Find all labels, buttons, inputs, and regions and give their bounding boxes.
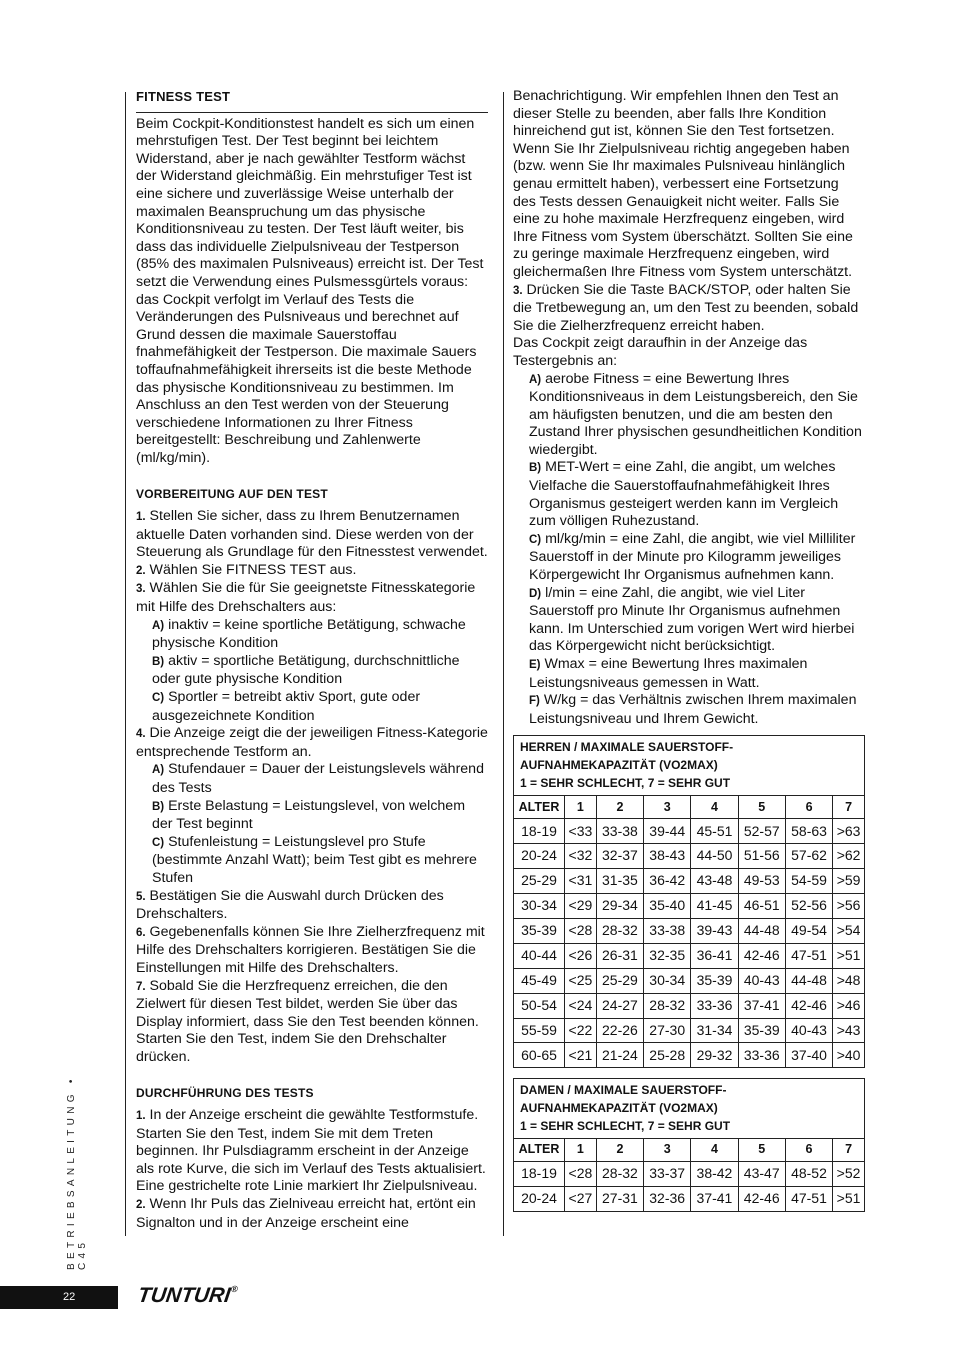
table-cell: 22-26 — [596, 1018, 643, 1043]
table-cell: 32-37 — [596, 844, 643, 869]
table-header-cell: 7 — [833, 796, 865, 819]
table-cell: 47-51 — [785, 943, 832, 968]
table-cell: <25 — [565, 968, 597, 993]
table-cell: 32-36 — [644, 1187, 691, 1212]
table-header-cell: 3 — [644, 1139, 691, 1162]
table-cell: 31-35 — [596, 869, 643, 894]
table-cell: 51-56 — [738, 844, 785, 869]
table-cell: 44-48 — [785, 968, 832, 993]
table-cell: 30-34 — [514, 894, 565, 919]
step-3a: A) inaktiv = keine sportliche Betätigung, schwache physische Kondition — [152, 616, 466, 652]
table-cell: >56 — [833, 894, 865, 919]
table-cell: >51 — [833, 1187, 865, 1212]
result-f: F) W/kg = das Verhältnis zwischen Ihrem maximalen Leistungsniveau und Ihrem Gewicht. — [529, 692, 857, 727]
table-header-cell: 6 — [785, 1139, 832, 1162]
table-cell: 29-32 — [691, 1043, 738, 1068]
step-6: 6. Gegebenenfalls können Sie Ihre Zielherzfrequenz mit Hilfe des Drehschalters korrigieren. Bestätigen Sie die Einstellungen mit Hilfe des Drehschalters. — [136, 923, 485, 976]
table-header-cell: 3 — [644, 796, 691, 819]
section-heading-fitness-test: FITNESS TEST — [136, 89, 231, 104]
subheading-preparation: VORBEREITUNG AUF DEN TEST — [136, 487, 328, 502]
step-4c: C) Stufenleistung = Leistungslevel pro Stufe (bestimmte Anzahl Watt); beim Test gibt es mehrere Stufen — [152, 833, 477, 886]
table-cell: 44-48 — [738, 918, 785, 943]
result-intro: Das Cockpit zeigt daraufhin in der Anzeige das Testergebnis an: — [513, 335, 808, 369]
table-header-cell: ALTER — [514, 796, 565, 819]
table-header-cell: 1 — [565, 1139, 597, 1162]
table-header-cell: 4 — [691, 796, 738, 819]
table-cell: 30-34 — [644, 968, 691, 993]
table-header-row — [514, 796, 865, 819]
table-row — [514, 993, 865, 1018]
table-cell: 48-52 — [785, 1162, 832, 1187]
right-column-rule — [503, 92, 504, 1236]
table-cell: >63 — [833, 819, 865, 844]
table-cell: 43-47 — [738, 1162, 785, 1187]
table-header-cell: 5 — [738, 796, 785, 819]
table-cell: 33-38 — [644, 918, 691, 943]
table-cell: 32-35 — [644, 943, 691, 968]
table-header-cell: 1 — [565, 796, 597, 819]
result-d: D) l/min = eine Zahl, die angibt, wie viel Liter Sauerstoff pro Minute Ihr Organismus aufnehmen kann. Im Unterschied zum vorigen Wert wird hierbei das Körpergewicht nicht berücksichtigt. — [529, 584, 855, 655]
table-cell: 35-40 — [644, 894, 691, 919]
table-cell: <28 — [565, 918, 597, 943]
table-cell: 29-34 — [596, 894, 643, 919]
result-a: A) aerobe Fitness = eine Bewertung Ihres Konditionsniveaus in dem Leistungsbereich, den Sie am häufigsten benutzen, und die am besten den Zustand Ihrer physischen gesundheitlichen Kondition wiedergibt. — [529, 370, 862, 458]
table-row — [514, 844, 865, 869]
table-cell: 28-32 — [596, 1162, 643, 1187]
table-cell: 37-41 — [691, 1187, 738, 1212]
side-running-title: BETRIEBSANLEITUNG • C45 — [66, 1075, 88, 1270]
step-4a: A) Stufendauer = Dauer der Leistungslevels während des Tests — [152, 761, 484, 796]
table-header-cell: 4 — [691, 1139, 738, 1162]
table-cell: 52-56 — [785, 894, 832, 919]
tunturi-logo: TUNTURI® — [136, 1284, 239, 1307]
table-cell: 20-24 — [514, 844, 565, 869]
table-cell: 40-43 — [785, 1018, 832, 1043]
table-cell: 41-45 — [691, 894, 738, 919]
table-header-cell: 2 — [596, 796, 643, 819]
table-header-cell: 5 — [738, 1139, 785, 1162]
table-cell: <32 — [565, 844, 597, 869]
table-cell: <33 — [565, 819, 597, 844]
result-c: C) ml/kg/min = eine Zahl, die angibt, wie viel Milliliter Sauerstoff in der Minute pro Kilogramm jeweiliges — [529, 530, 856, 566]
table-cell: >52 — [833, 1162, 865, 1187]
table-cell: <29 — [565, 894, 597, 919]
step-3b: B) aktiv = sportliche Betätigung, durchschnittliche oder gute physische Kondition — [152, 652, 460, 688]
table-cell: 50-54 — [514, 993, 565, 1018]
continuation-paragraph: Benachrichtigung. Wir empfehlen Ihnen den Test an dieser Stelle zu beenden, aber falls Ihre Kondition hinreichend gut ist, können Sie den Test fortsetzen. Wenn Sie Ihr Zielpulsniveau richtig angegeben haben (bzw. wenn Sie Ihr maximales Pulsniveau hinlänglich genau ermittelt haben), verbessert eine Fortsetzung des Tests dessen Genauigkeit nicht weiter. Falls Sie eine zu hohe maximale Herzfrequenz eingeben, wird Ihre Fitness vom System überschätzt. Sollten Sie eine zu geringe maximale Herzfrequenz eingeben, wird gleichermaßen Ihre Fitness vom System unterschätzt. — [513, 88, 853, 280]
exec-step-1: 1. In der Anzeige erscheint die gewählte Testformstufe. Starten Sie den Test, indem Sie mit dem Treten beginnen. Ihr Pulsdiagramm erscheint in der Anzeige als rote Kurve, die sich im Verlauf des Tests aktualisiert. Eine gestrichelte rote Linie markiert Ihr Zielpulsniveau. — [136, 1107, 486, 1195]
table-cell: 47-51 — [785, 1187, 832, 1212]
table-cell: <28 — [565, 1162, 597, 1187]
table-cell: 33-38 — [596, 819, 643, 844]
step-3c: C) Sportler = betreibt aktiv Sport, gute oder ausgezeichnete Kondition — [152, 689, 421, 724]
table-row — [514, 894, 865, 919]
table-cell: 26-31 — [596, 943, 643, 968]
table-cell: 49-53 — [738, 869, 785, 894]
table-cell: 31-34 — [691, 1018, 738, 1043]
table-cell: 18-19 — [514, 819, 565, 844]
table-cell: 45-49 — [514, 968, 565, 993]
table-cell: <31 — [565, 869, 597, 894]
table-cell: 24-27 — [596, 993, 643, 1018]
intro-paragraph: Beim Cockpit-Konditionstest handelt es sich um einen mehrstufigen Test. Der Test beginnt bei leichtem Widerstand, aber je nach gewählter Testform wächst der Widerstand gleichmäßig. Ein mehrstufiger Test ist eine sichere und zuverlässige Weise unterhalb der maximalen Beanspruchung um das physische Konditionsniveau zu testen. Der Test läuft weiter, bis dass das individuelle Zielpulsniveau der Testperson (85% des maximalen Pulsniveaus) erreicht ist. Der Test setzt die Verwendung eines Pulsmessgürtels voraus: das Cockpit verfolgt im Verlauf des Tests die Veränderungen des Pulsniveaus und berechnet auf Grund dessen die maximale Sauerstoffau fnahmefähigkeit der Testperson. Die maximale Sauers toffaufnahmefähigkeit ihrerseits ist die beste Methode das physische Konditionsniveau zu bestimmen. Im Anschluss an den Test werden von der Steuerung verschiedene Informationen zu Ihrer Fitness bereitgestellt: Beschreibung und Zahlenwerte (ml/kg/min). — [136, 115, 484, 466]
table-cell: 40-44 — [514, 943, 565, 968]
table-row — [514, 918, 865, 943]
step-3: 3. Wählen Sie die für Sie geeignetste Fitnesskategorie mit Hilfe des Drehschalters aus: — [136, 580, 476, 616]
table-cell: 33-37 — [644, 1162, 691, 1187]
table-cell: 36-42 — [644, 869, 691, 894]
table-caption: HERREN / MAXIMALE SAUERSTOFF- AUFNAHMEKAPAZITÄT (VO2MAX) 1 = SEHR SCHLECHT, 7 = SEHR GUT — [514, 736, 865, 796]
step-4b: B) Erste Belastung = Leistungslevel, von welchem der Test beginnt — [152, 797, 466, 833]
exec-step-3: 3. Drücken Sie die Taste BACK/STOP, oder halten Sie die Tretbewegung an, um den Test zu beenden, sobald Sie die Zielherzfrequenz erreicht haben. — [513, 281, 859, 334]
table-cell: 54-59 — [785, 869, 832, 894]
table-cell: 35-39 — [514, 918, 565, 943]
table-header-cell: ALTER — [514, 1139, 565, 1162]
table-cell: <21 — [565, 1043, 597, 1068]
table-header-row — [514, 1139, 865, 1162]
table-row — [514, 943, 865, 968]
table-cell: 58-63 — [785, 819, 832, 844]
table-cell: 18-19 — [514, 1162, 565, 1187]
table-cell: 28-32 — [596, 918, 643, 943]
table-header-cell: 7 — [833, 1139, 865, 1162]
table-cell: <22 — [565, 1018, 597, 1043]
vo2max-table-men — [513, 735, 865, 1068]
step-7: 7. Sobald Sie die Herzfrequenz erreichen, die den Zielwert für diesen Test bildet, werden Sie über das Display informiert, dass Sie den Test beenden können. Starten Sie den Test, indem Sie den Drehschalter drücken. — [136, 977, 479, 1065]
table-cell: 35-39 — [738, 1018, 785, 1043]
result-b: B) MET-Wert = eine Zahl, die angibt, um welches Vielfache die Sauerstoffaufnahmefähigkeit Ihres Organismus gesteigert werden kann im Vergleich zum völligen Ruhezustand. — [529, 459, 839, 530]
step-1: 1. Stellen Sie sicher, dass zu Ihrem Benutzernamen aktuelle Daten vorhanden sind. Diese werden von der Steuerung als Grundlage für den Fitnesstest verwendet. — [136, 508, 488, 561]
table-cell: 46-51 — [738, 894, 785, 919]
right-column — [513, 88, 865, 1212]
table-row — [514, 869, 865, 894]
table-caption: DAMEN / MAXIMALE SAUERSTOFF- AUFNAHMEKAPAZITÄT (VO2MAX) 1 = SEHR SCHLECHT, 7 = SEHR GUT — [514, 1079, 865, 1139]
table-cell: >59 — [833, 869, 865, 894]
table-cell: 33-36 — [691, 993, 738, 1018]
table-cell: 35-39 — [691, 968, 738, 993]
table-cell: 43-48 — [691, 869, 738, 894]
result-e: E) Wmax = eine Bewertung Ihres maximalen Leistungsniveaus gemessen in Watt. — [529, 656, 808, 691]
table-cell: 38-42 — [691, 1162, 738, 1187]
table-cell: >62 — [833, 844, 865, 869]
result-c-cont: Körpergewicht Ihr Organismus aufnehmen kann. — [529, 567, 835, 584]
table-cell: <24 — [565, 993, 597, 1018]
vo2max-table-women — [513, 1078, 865, 1212]
left-column — [136, 88, 488, 1232]
step-2: 2. Wählen Sie FITNESS TEST aus. — [136, 561, 357, 578]
table-cell: >46 — [833, 993, 865, 1018]
table-cell: <26 — [565, 943, 597, 968]
table-row — [514, 819, 865, 844]
left-column-rule — [125, 92, 126, 1236]
table-cell: 37-40 — [785, 1043, 832, 1068]
table-cell: 25-28 — [644, 1043, 691, 1068]
table-cell: >54 — [833, 918, 865, 943]
table-cell: 27-30 — [644, 1018, 691, 1043]
page-number: 22 — [63, 1291, 76, 1303]
table-row — [514, 1162, 865, 1187]
table-cell: 36-41 — [691, 943, 738, 968]
table-cell: 49-54 — [785, 918, 832, 943]
table-cell: 55-59 — [514, 1018, 565, 1043]
table-cell: 42-46 — [738, 943, 785, 968]
table-cell: 42-46 — [785, 993, 832, 1018]
table-header-cell: 6 — [785, 796, 832, 819]
table-cell: >48 — [833, 968, 865, 993]
table-row — [514, 1018, 865, 1043]
table-cell: 25-29 — [514, 869, 565, 894]
table-cell: 52-57 — [738, 819, 785, 844]
table-cell: 39-44 — [644, 819, 691, 844]
table-cell: 60-65 — [514, 1043, 565, 1068]
table-row — [514, 1187, 865, 1212]
table-cell: 20-24 — [514, 1187, 565, 1212]
table-row — [514, 968, 865, 993]
table-row — [514, 1043, 865, 1068]
heading-divider — [136, 112, 488, 113]
subheading-execution: DURCHFÜHRUNG DES TESTS — [136, 1086, 314, 1101]
exec-step-2: 2. Wenn Ihr Puls das Zielniveau erreicht hat, ertönt ein Signalton und in der Anzeige erscheint eine — [136, 1196, 476, 1231]
table-cell: >51 — [833, 943, 865, 968]
table-cell: 38-43 — [644, 844, 691, 869]
table-cell: 37-41 — [738, 993, 785, 1018]
table-cell: 44-50 — [691, 844, 738, 869]
table-cell: 45-51 — [691, 819, 738, 844]
table-cell: >40 — [833, 1043, 865, 1068]
table-cell: 39-43 — [691, 918, 738, 943]
page-number-box — [0, 1286, 118, 1309]
table-cell: 25-29 — [596, 968, 643, 993]
table-cell: >43 — [833, 1018, 865, 1043]
step-4: 4. Die Anzeige zeigt die der jeweiligen Fitness-Kategorie entsprechende Testform an. — [136, 725, 488, 760]
table-cell: 27-31 — [596, 1187, 643, 1212]
table-cell: 42-46 — [738, 1187, 785, 1212]
table-cell: 57-62 — [785, 844, 832, 869]
table-cell: 33-36 — [738, 1043, 785, 1068]
table-cell: 28-32 — [644, 993, 691, 1018]
table-cell: <27 — [565, 1187, 597, 1212]
table-cell: 40-43 — [738, 968, 785, 993]
table-cell: 21-24 — [596, 1043, 643, 1068]
step-5: 5. Bestätigen Sie die Auswahl durch Drücken des Drehschalters. — [136, 887, 444, 923]
table-header-cell: 2 — [596, 1139, 643, 1162]
